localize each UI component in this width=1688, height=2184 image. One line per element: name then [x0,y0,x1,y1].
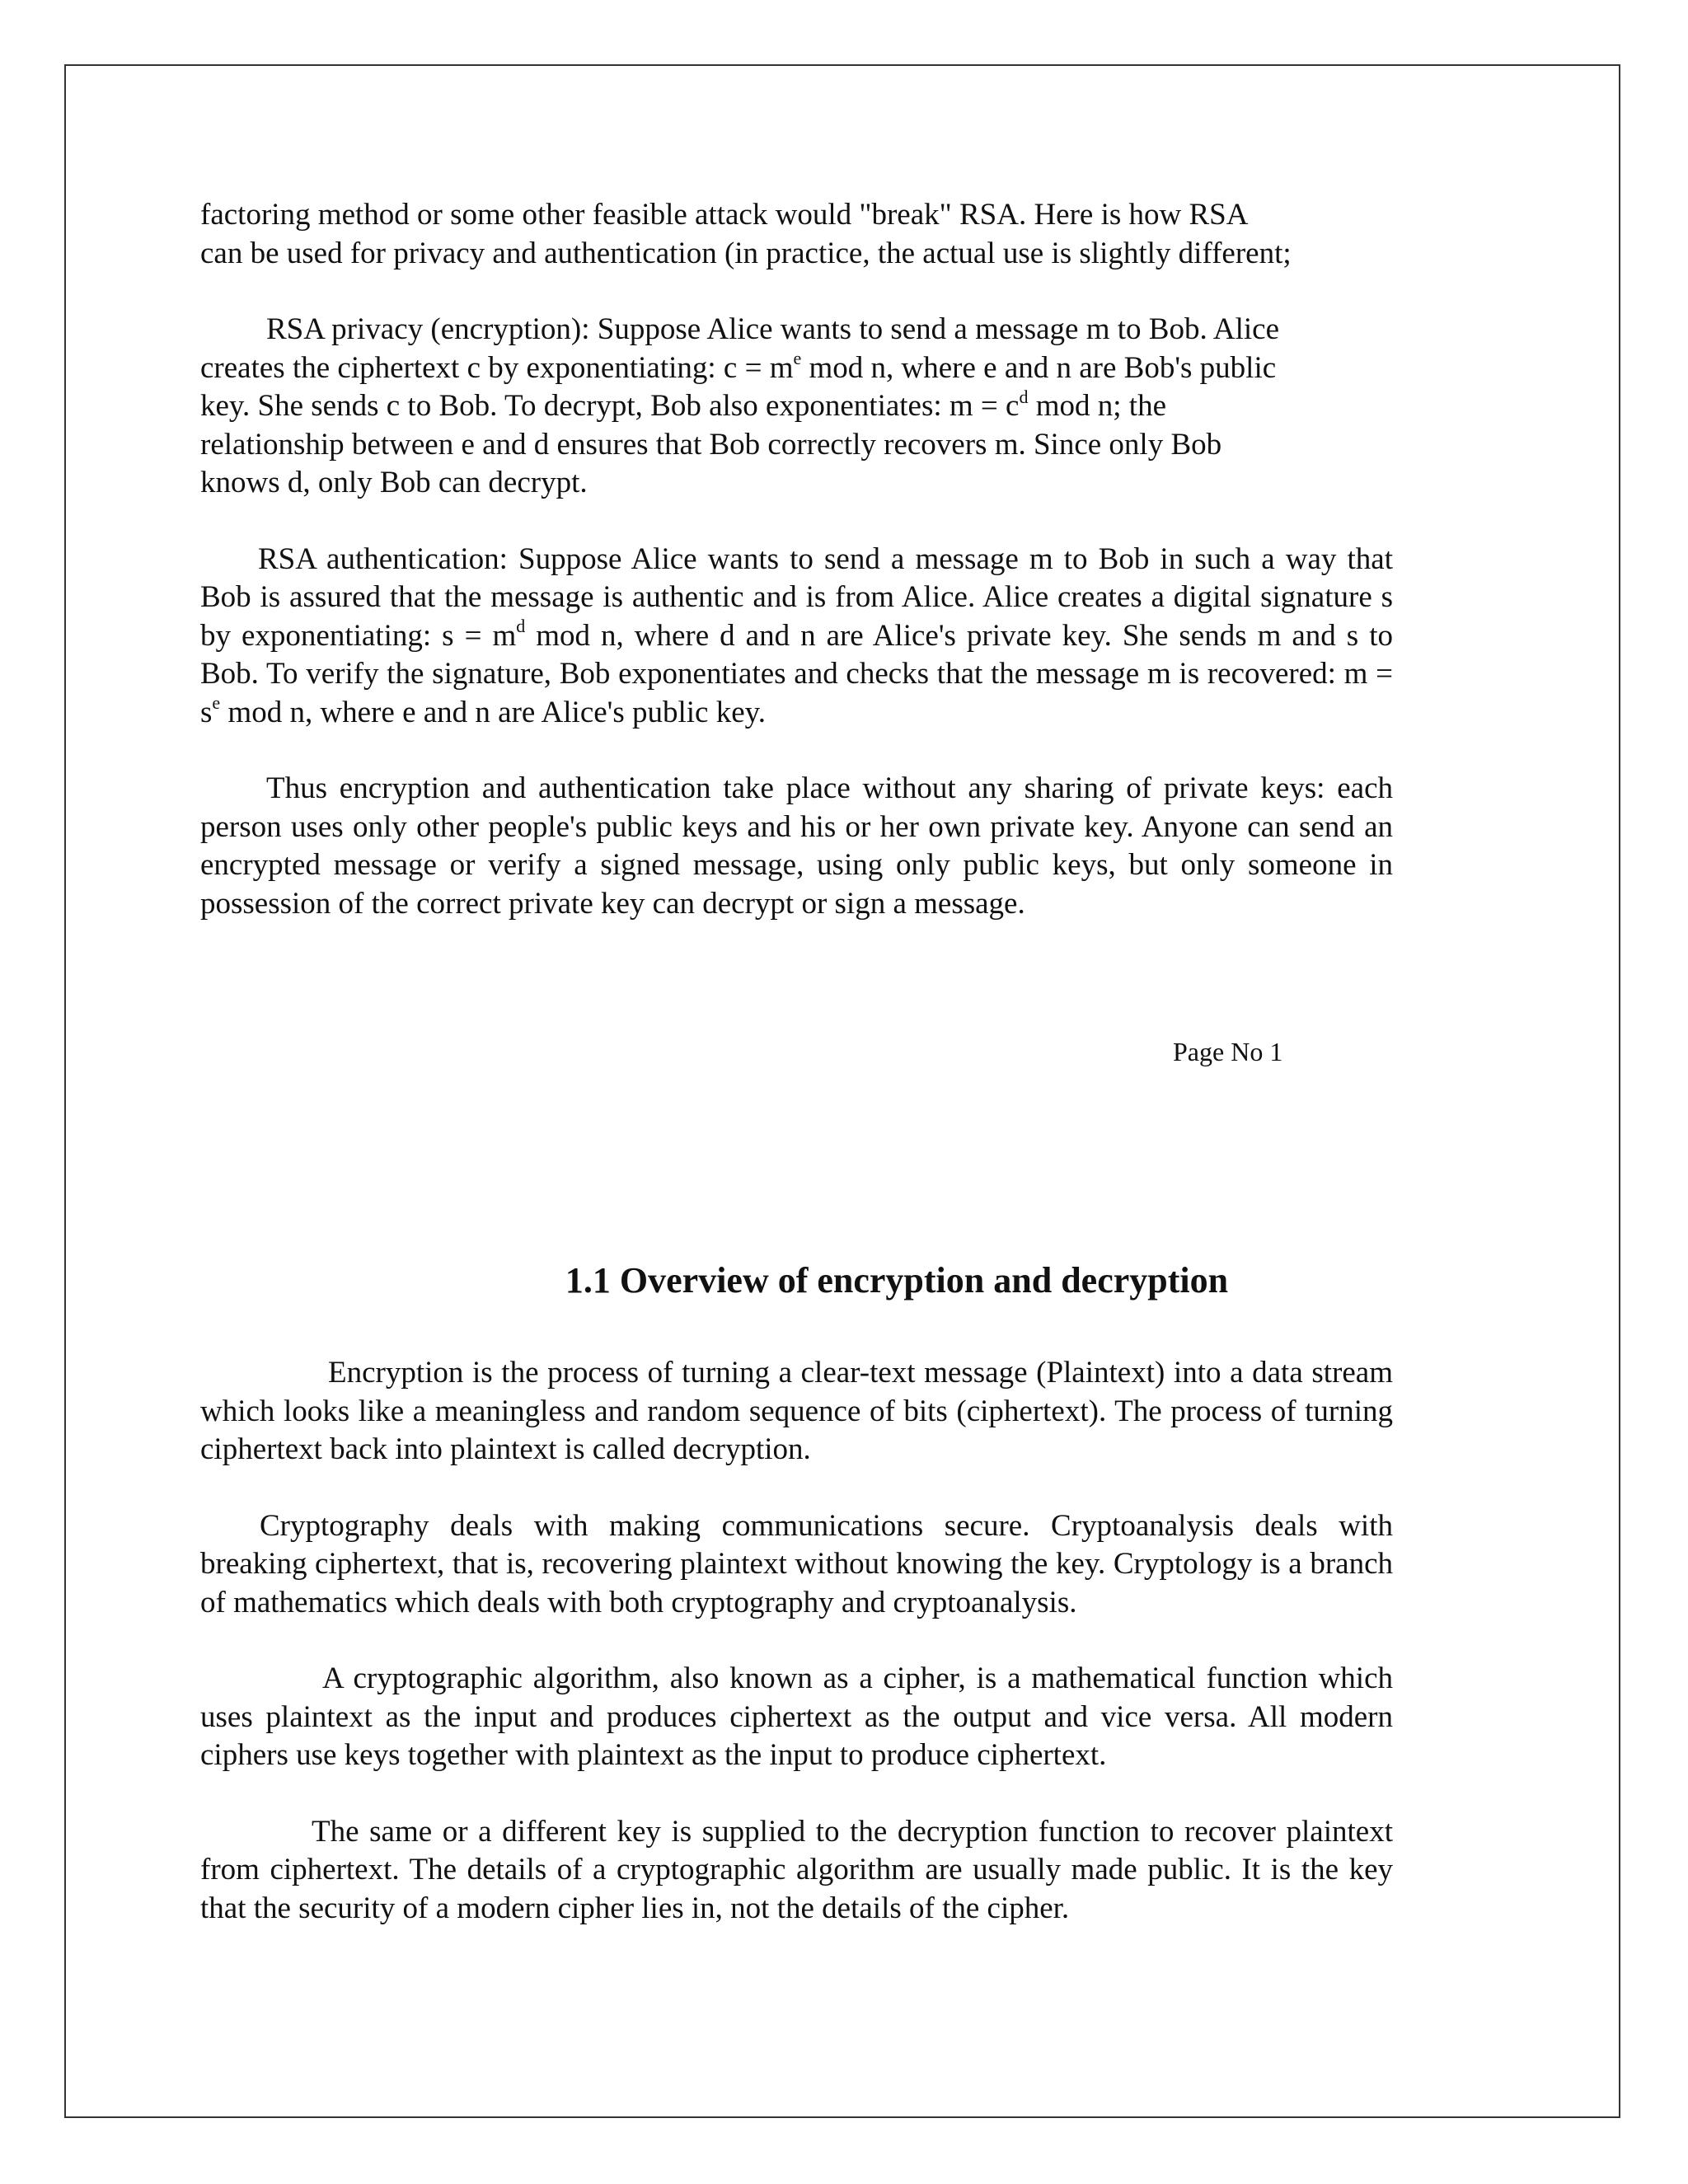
algorithm-paragraph: A cryptographic algorithm, also known as a cipher, is a mathematical function which uses plaintext as the input and produces ciphertext as the output and vice versa. All modern ciphers use keys together with plaintext as the input to produce ciphertext. [200,1661,1393,1772]
privacy-line-3: key. She sends c to Bob. To decrypt, Bob also exponentiates: $m = c^d$ mod n; the [200,386,1166,423]
intro-line-1: factoring method or some other feasible attack would "break" RSA. Here is how RSA [200,198,1249,232]
cryptography-paragraph: Cryptography deals with making communications secure. Cryptoanalysis deals with breaking ciphertext, that is, recovering plaintext without knowing the key. Cryptology is a branch of mathematics which deals with both cryptography and cryptoanalysis. [200,1508,1393,1619]
privacy-line-1: RSA privacy (encryption): Suppose Alice wants to send a message m to Bob. Alice [266,312,1280,346]
rsa-privacy-paragraph [200,311,1393,503]
encryption-paragraph: Encryption is the process of turning a clear-text message (Plaintext) into a data stream which looks like a meaningless and random sequence of bits (ciphertext). The process of turning ciphertext back into plaintext is called decryption. [200,1356,1393,1466]
privacy-line-5: knows d, only Bob can decrypt. [200,466,588,499]
page-number: Page No 1 [1173,1037,1283,1066]
section-heading: 1.1 Overview of encryption and decryption [565,1260,1229,1301]
privacy-line-4: relationship between e and d ensures that Bob correctly recovers m. Since only Bob [200,427,1222,462]
key-paragraph: The same or a different key is supplied to the decryption function to recover plaintext from ciphertext. The details of a cryptographic algorithm are usually made public. It is the key that the security of a modern cipher lies in, not the details of the cipher. [200,1814,1393,1925]
privacy-line-2: creates the ciphertext c by exponentiating: $c = m^e$ mod n, where e and n are Bob's public [200,348,1277,385]
thus-paragraph: Thus encryption and authentication take place without any sharing of private keys: each person uses only other people's public keys and his or her own private key. Anyone can send an encrypted message or verify a signed message, using only public keys, but only someone in possession of the correct private key can decrypt or sign a message. [200,771,1393,921]
rsa-authentication-paragraph: RSA authentication: Suppose Alice wants to send a message m to Bob in such a way that Bob is assured that the message is authentic and is from Alice. Alice creates a digital signature s by exponentiating: $s = m^d$ mod n, where d and n are Alice's private key. She sends m and s to Bob. To verify the signature, Bob exponentiates and checks that the message m is recovered: $m = s^e$ mod n, where e and n are Alice's public key. [200,541,1393,729]
page-body-top [200,196,1393,923]
section-body [200,1354,1393,1928]
intro-line-2: can be used for privacy and authentication (in practice, the actual use is slightly different; [200,236,1292,270]
